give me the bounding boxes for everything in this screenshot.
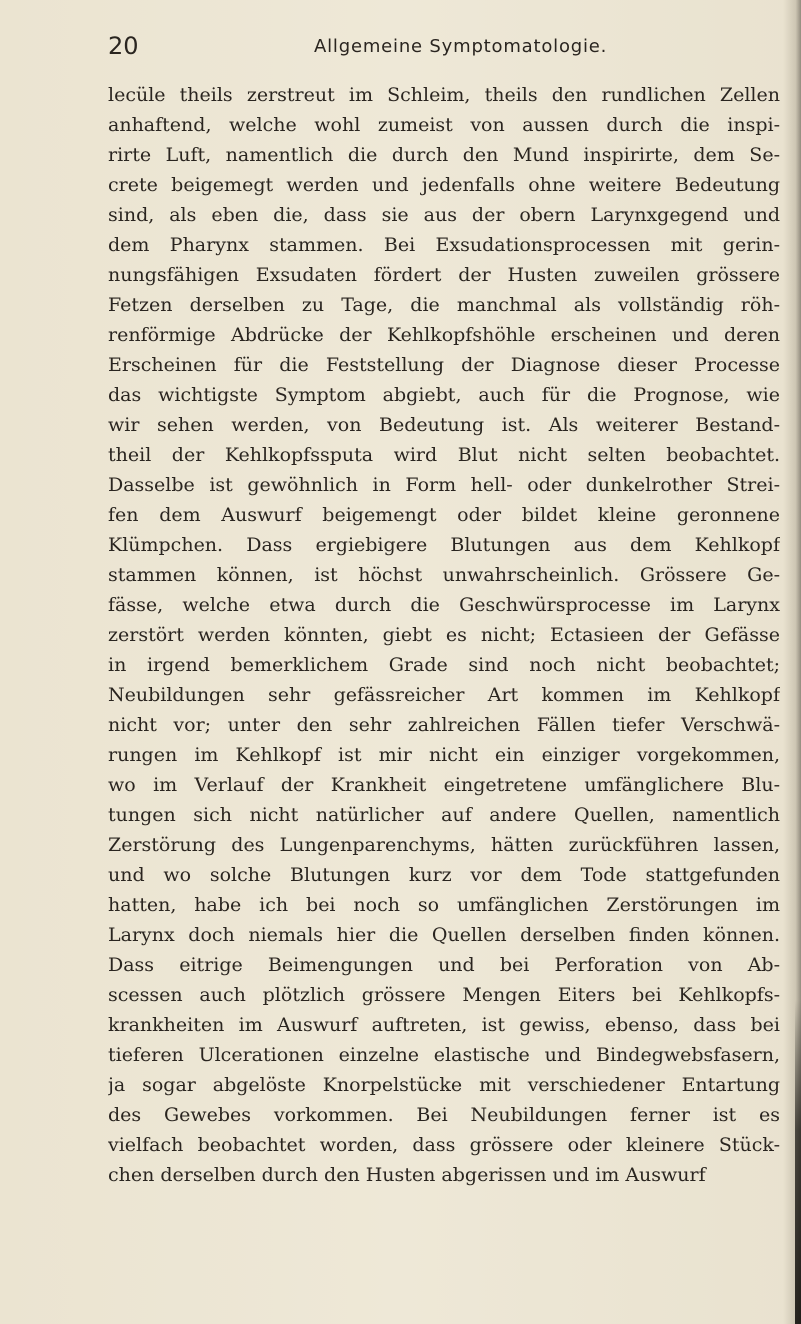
text-line: hatten, habe ich bei noch so umfänglichen Zerstörungen im xyxy=(108,894,780,916)
text-line: dem Pharynx stammen. Bei Exsudationsprocessen mit gerin- xyxy=(108,234,780,256)
text-line: lecüle theils zerstreut im Schleim, theils den rundlichen Zellen xyxy=(108,84,780,106)
text-line: nungsfähigen Exsudaten fördert der Husten zuweilen grössere xyxy=(108,264,780,286)
text-line: krankheiten im Auswurf auftreten, ist gewiss, ebenso, dass bei xyxy=(108,1014,780,1036)
text-line: fen dem Auswurf beigemengt oder bildet kleine geronnene xyxy=(108,504,780,526)
text-line: das wichtigste Symptom abgiebt, auch für die Prognose, wie xyxy=(108,384,780,406)
text-line: wir sehen werden, von Bedeutung ist. Als weiterer Bestand- xyxy=(108,414,780,436)
text-line: ja sogar abgelöste Knorpelstücke mit verschiedener Entartung xyxy=(108,1074,780,1096)
text-line: des Gewebes vorkommen. Bei Neubildungen ferner ist es xyxy=(108,1104,780,1126)
text-line: Fetzen derselben zu Tage, die manchmal als vollständig röh- xyxy=(108,294,780,316)
text-line: Zerstörung des Lungenparenchyms, hätten zurückführen lassen, xyxy=(108,834,780,856)
text-line: chen derselben durch den Husten abgerissen und im Auswurf xyxy=(108,1164,706,1186)
text-line: Erscheinen für die Feststellung der Diagnose dieser Processe xyxy=(108,354,780,376)
text-line: und wo solche Blutungen kurz vor dem Tode stattgefunden xyxy=(108,864,780,886)
text-line: Neubildungen sehr gefässreicher Art kommen im Kehlkopf xyxy=(108,684,780,706)
text-line: renförmige Abdrücke der Kehlkopfshöhle erscheinen und deren xyxy=(108,324,780,346)
text-line: wo im Verlauf der Krankheit eingetretene umfänglichere Blu- xyxy=(108,774,780,796)
text-line: anhaftend, welche wohl zumeist von aussen durch die inspi- xyxy=(108,114,780,136)
text-line: Klümpchen. Dass ergiebigere Blutungen aus dem Kehlkopf xyxy=(108,534,780,556)
running-head: Allgemeine Symptomatologie. xyxy=(314,36,608,57)
text-line: zerstört werden könnten, giebt es nicht; Ectasieen der Gefässe xyxy=(108,624,780,646)
text-line: nicht vor; unter den sehr zahlreichen Fällen tiefer Verschwä- xyxy=(108,714,780,736)
page-header xyxy=(108,32,780,62)
text-line: sind, als eben die, dass sie aus der obern Larynxgegend und xyxy=(108,204,780,226)
page-edge-dark xyxy=(795,1000,801,1324)
text-line: scessen auch plötzlich grössere Mengen Eiters bei Kehlkopfs- xyxy=(108,984,780,1006)
text-line: stammen können, ist höchst unwahrscheinlich. Grössere Ge- xyxy=(108,564,780,586)
page-number: 20 xyxy=(108,32,139,60)
text-line: theil der Kehlkopfssputa wird Blut nicht selten beobachtet. xyxy=(108,444,780,466)
text-line: in irgend bemerklichem Grade sind noch nicht beobachtet; xyxy=(108,654,780,676)
text-line: rungen im Kehlkopf ist mir nicht ein einziger vorgekommen, xyxy=(108,744,780,766)
text-line: Dass eitrige Beimengungen und bei Perforation von Ab- xyxy=(108,954,780,976)
text-line: rirte Luft, namentlich die durch den Mund inspirirte, dem Se- xyxy=(108,144,780,166)
text-line: tungen sich nicht natürlicher auf andere Quellen, namentlich xyxy=(108,804,780,826)
text-line: Larynx doch niemals hier die Quellen derselben finden können. xyxy=(108,924,780,946)
body-text xyxy=(108,80,780,1190)
text-line: vielfach beobachtet worden, dass grössere oder kleinere Stück- xyxy=(108,1134,780,1156)
text-line: tieferen Ulcerationen einzelne elastische und Bindegwebsfasern, xyxy=(108,1044,780,1066)
text-line: crete beigemegt werden und jedenfalls ohne weitere Bedeutung xyxy=(108,174,780,196)
text-line: Dasselbe ist gewöhnlich in Form hell- oder dunkelrother Strei- xyxy=(108,474,780,496)
text-line: fässe, welche etwa durch die Geschwürsprocesse im Larynx xyxy=(108,594,780,616)
